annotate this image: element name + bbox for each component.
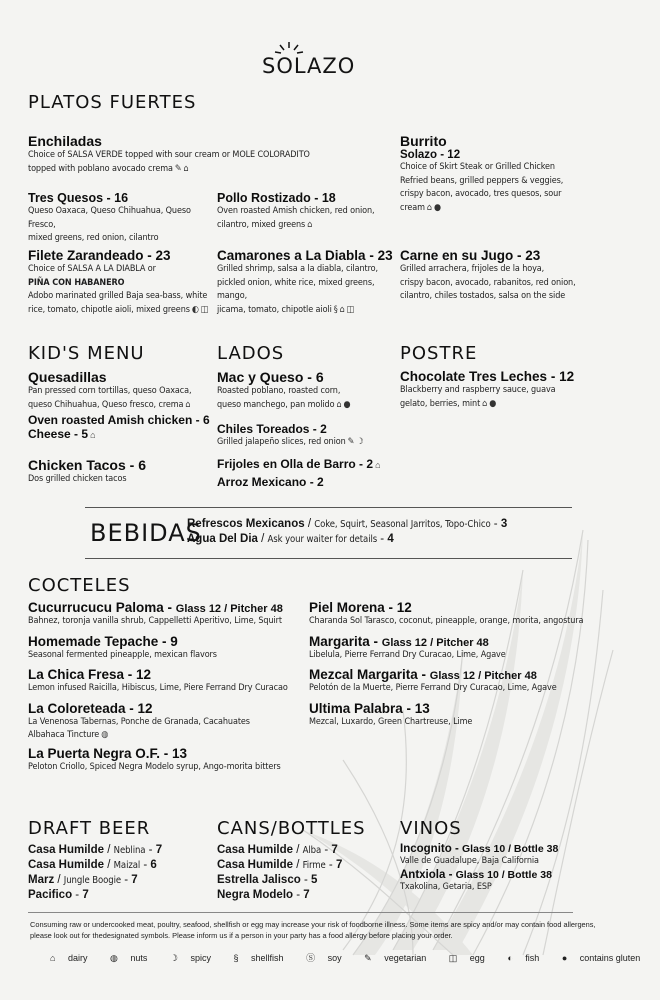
- menu-item-chicken-tacos: Chicken Tacos - 6 Dos grilled chicken tacos: [28, 457, 218, 487]
- section-title-bebidas: BEBIDAS: [90, 519, 202, 547]
- soy-icon: Ⓢ: [306, 953, 316, 963]
- logo: [258, 42, 356, 82]
- item-name: Arroz Mexicano: [217, 475, 307, 489]
- menu-item-carne: Carne en su Jugo - 23 Grilled arrachera, frijoles de la hoya, crispy bacon, avocado, rabanitos, red onion, cilantro, chiles tostados, salsa on the side: [400, 248, 580, 304]
- item-desc: cilantro, mixed greens: [217, 219, 306, 230]
- item-name: Chicken Tacos: [28, 457, 126, 473]
- menu-item-camarones: Camarones a La Diabla - 23 Grilled shrimp, salsa a la diabla, cilantro, pickled onion, white rice, mixed greens, mango, jicama, tomato, chipotle aioli § ⌂ ◫: [217, 248, 402, 317]
- menu-item-tres-quesos: Tres Quesos - 16 Queso Oaxaca, Queso Chihuahua, Queso Fresco, mixed greens, red onion, cilantro: [28, 191, 218, 246]
- item-desc: Ask your waiter for details: [267, 534, 378, 545]
- gluten-icon: ●: [561, 953, 568, 963]
- item-name: Piel Morena: [309, 600, 385, 615]
- item-price: 9: [170, 633, 178, 649]
- egg-icon: ◫: [346, 304, 355, 315]
- item-style: Jungle Boogie: [63, 875, 122, 886]
- item-price: 12: [137, 700, 153, 716]
- legend-soy: [306, 953, 352, 963]
- legend-fish: [507, 953, 549, 963]
- item-desc: Pelotón de la Muerte, Pierre Ferrand Dry Curacao, Lime, Agave: [309, 683, 557, 693]
- item-price: Glass 10 / Bottle 38: [455, 868, 552, 881]
- fish-icon: ◐: [507, 953, 513, 963]
- dairy-icon: ⌂: [90, 430, 96, 440]
- item-name: Casa Humilde: [28, 859, 105, 871]
- item-desc: La Venenosa Tabernas, Ponche de Granada, Cacahuates: [28, 716, 250, 727]
- section-title-cocteles: COCTELES: [28, 575, 131, 596]
- section-title-cans: CANS/BOTTLES: [217, 818, 366, 839]
- shellfish-icon: §: [333, 304, 338, 315]
- dairy-icon: ⌂: [375, 460, 381, 470]
- item-price: 7: [331, 844, 338, 856]
- item-name: Refrescos Mexicanos: [187, 518, 305, 530]
- dairy-icon: ⌂: [336, 399, 342, 410]
- cocktail-item: La Chica Fresa - 12 Lemon infused Raicilla, Hibiscus, Lime, Piere Ferrand Dry Curacao: [28, 667, 303, 696]
- dairy-icon: ⌂: [426, 202, 432, 213]
- item-desc: Roasted poblano, roasted corn,: [217, 386, 341, 396]
- legend-spicy: [170, 953, 221, 963]
- section-title-lados: LADOS: [217, 343, 285, 364]
- cocktail-item: Homemade Tepache - 9 Seasonal fermented pineapple, mexican flavors: [28, 634, 303, 663]
- item-desc: Grilled arrachera, frijoles de la hoya,: [400, 264, 545, 274]
- section-title-kids: KID'S MENU: [28, 343, 145, 364]
- item-price: 16: [114, 191, 129, 205]
- dairy-icon: ⌂: [307, 219, 313, 230]
- nuts-icon: ◍: [101, 730, 109, 740]
- item-desc: crispy bacon, avocado, rabanitos, red onion,: [400, 277, 576, 288]
- item-desc: rice, tomato, chipotle aioli, mixed greens: [28, 304, 190, 315]
- gluten-icon: ●: [489, 398, 497, 409]
- item-price: 6: [138, 457, 147, 473]
- item-price: 23: [377, 248, 393, 263]
- section-title-vinos: VINOS: [400, 818, 462, 839]
- item-name: Estrella Jalisco: [217, 874, 301, 886]
- menu-item-quesadillas: Quesadillas Pan pressed corn tortillas, queso Oaxaca, queso Chihuahua, Queso fresco, crema ⌂ Oven roasted Amish chicken - 6 Cheese - 5 ⌂: [28, 369, 218, 441]
- menu-item-enchiladas: [28, 133, 388, 176]
- legend-label: fish: [525, 953, 540, 963]
- legend-label: egg: [469, 953, 485, 963]
- item-price: 23: [155, 248, 171, 263]
- beer-item: Estrella Jalisco - 5: [217, 874, 318, 886]
- item-style: Neblina: [113, 845, 146, 856]
- menu-item-filete: Filete Zarandeado - 23 Choice of SALSA A LA DIABLA or PIÑA CON HABANERO Adobo marinated grilled Baja sea-bass, white rice, tomato, chipotle aioli, mixed greens ◐ ◫: [28, 248, 218, 317]
- item-name: Mezcal Margarita: [309, 667, 418, 682]
- item-price: Glass 10 / Bottle 38: [461, 843, 559, 855]
- item-name: Cheese: [28, 427, 71, 441]
- item-name: Margarita: [309, 633, 370, 649]
- item-name: Filete Zarandeado: [28, 248, 144, 263]
- item-desc: gelato, berries, mint: [400, 398, 481, 409]
- legend-label: contains gluten: [579, 953, 641, 963]
- nuts-icon: ◍: [109, 953, 118, 963]
- item-price: Glass 12 / Pitcher 48: [381, 636, 489, 649]
- item-price: 4: [387, 533, 394, 545]
- dairy-icon: ⌂: [482, 398, 488, 409]
- drink-agua: Agua Del Dia / Ask your waiter for details - 4: [187, 533, 394, 545]
- item-desc: Choice of SALSA A LA DIABLA or: [28, 264, 156, 274]
- item-price: 12: [136, 667, 152, 682]
- item-desc: Oven roasted Amish chicken, red onion,: [217, 206, 375, 216]
- item-name: La Coloreteada: [28, 700, 126, 716]
- cocktail-item: Ultima Palabra - 13 Mezcal, Luxardo, Green Chartreuse, Lime: [309, 701, 584, 730]
- beer-item: Marz / Jungle Boogie - 7: [28, 874, 138, 886]
- logo-text: SOLAZO: [262, 54, 356, 78]
- legend-vegetarian: [364, 953, 436, 963]
- menu-item-chocolate: Chocolate Tres Leches - 12 Blackberry and raspberry sauce, guava gelato, berries, mint ⌂ ●: [400, 369, 590, 411]
- item-name: Enchiladas: [28, 133, 102, 149]
- menu-item-arroz: Arroz Mexicano - 2: [217, 475, 324, 489]
- item-desc: Txakolina, Getaria, ESP: [400, 881, 492, 892]
- dairy-icon: ⌂: [183, 163, 189, 174]
- item-price: 5: [81, 427, 89, 441]
- dairy-icon: ⌂: [339, 304, 345, 315]
- beer-item: Pacifico - 7: [28, 889, 89, 901]
- item-price: 12: [447, 149, 461, 161]
- item-price: Glass 12 / Pitcher 48: [175, 603, 283, 615]
- item-desc: Albahaca Tincture: [28, 730, 100, 740]
- beer-item: Casa Humilde / Firme - 7: [217, 859, 343, 871]
- item-name: Casa Humilde: [217, 859, 294, 871]
- item-name: La Puerta Negra O.F.: [28, 745, 161, 761]
- item-desc: cilantro, chiles tostados, salsa on the side: [400, 291, 566, 301]
- wine-item: Incognito - Glass 10 / Bottle 38 Valle de Guadalupe, Baja California: [400, 843, 590, 869]
- item-price: 12: [559, 369, 575, 384]
- wine-list: [400, 843, 590, 894]
- egg-icon: ◫: [448, 953, 458, 963]
- legend-gluten: [562, 953, 651, 963]
- shellfish-icon: §: [233, 953, 239, 963]
- gluten-icon: ●: [343, 399, 351, 410]
- item-name: Antxiola: [400, 868, 446, 881]
- item-price: 7: [82, 889, 89, 901]
- legend-label: vegetarian: [384, 953, 427, 963]
- item-price: 3: [500, 518, 508, 530]
- item-desc: queso Chihuahua, Queso fresco, crema: [28, 399, 184, 410]
- item-name: Marz: [28, 874, 55, 886]
- item-name: Cucurrucucu Paloma: [28, 600, 164, 615]
- item-price: 7: [303, 889, 310, 901]
- beer-item: Casa Humilde / Alba - 7: [217, 844, 338, 856]
- item-desc: Choice of Skirt Steak or Grilled Chicken: [400, 162, 555, 172]
- menu-item-chiles: Chiles Toreados - 2 Grilled jalapeño slices, red onion ✎ ☽: [217, 422, 402, 450]
- item-style: Alba: [302, 845, 322, 856]
- item-desc: jicama, tomato, chipotle aioli: [217, 304, 332, 315]
- item-desc: Choice of SALSA VERDE topped with sour cream or MOLE COLORADITO: [28, 150, 310, 160]
- item-desc: Charanda Sol Tarasco, coconut, pineapple, orange, morita, angostura: [309, 616, 584, 626]
- item-style: Maizal: [113, 860, 141, 871]
- item-name: Casa Humilde: [217, 844, 294, 856]
- cocktails-right: [309, 600, 584, 729]
- allergen-notice: [30, 919, 596, 941]
- menu-item-frijoles: Frijoles en Olla de Barro - 2 ⌂: [217, 457, 381, 471]
- item-price: 6: [315, 369, 324, 385]
- item-desc: Seasonal fermented pineapple, mexican flavors: [28, 649, 217, 660]
- item-style: Firme: [302, 860, 326, 871]
- item-price: 6: [202, 413, 210, 427]
- divider: [28, 912, 573, 913]
- item-desc: Refried beans, grilled peppers & veggies,: [400, 175, 564, 186]
- item-name: La Chica Fresa: [28, 667, 125, 682]
- legend-egg: [449, 953, 495, 963]
- dairy-icon: ⌂: [50, 953, 56, 963]
- item-desc: Grilled jalapeño slices, red onion: [217, 437, 346, 447]
- vegetarian-icon: ✎: [174, 163, 182, 174]
- cocktail-item: Cucurrucucu Paloma - Glass 12 / Pitcher 48 Bahnez, toronja vanilla shrub, Cappelletti Aperitivo, Lime, Squirt: [28, 600, 303, 629]
- item-price: 2: [366, 457, 374, 471]
- item-price: 6: [150, 859, 157, 871]
- legend-label: dairy: [67, 953, 88, 963]
- legend-label: soy: [327, 953, 342, 963]
- item-desc: Blackberry and raspberry sauce, guava: [400, 385, 556, 395]
- vegetarian-icon: ✎: [347, 437, 355, 447]
- item-desc: queso manchego, pan molido: [217, 399, 335, 410]
- cocktail-item: Mezcal Margarita - Glass 12 / Pitcher 48 Pelotón de la Muerte, Pierre Ferrand Dry Curacao, Lime, Agave: [309, 667, 584, 696]
- item-desc: Grilled shrimp, salsa a la diabla, cilantro,: [217, 264, 378, 274]
- item-desc: pickled onion, white rice, mixed greens, mango,: [217, 277, 375, 301]
- symbol-legend: [50, 951, 660, 964]
- spicy-icon: ☽: [169, 953, 178, 963]
- item-name: Pollo Rostizado: [217, 191, 311, 205]
- item-name: Negra Modelo: [217, 889, 294, 901]
- drink-refrescos: Refrescos Mexicanos / Coke, Squirt, Seasonal Jarritos, Topo-Chico - 3: [187, 518, 508, 530]
- item-price: 23: [525, 248, 541, 263]
- section-title-platos: PLATOS FUERTES: [28, 92, 197, 113]
- item-desc: Valle de Guadalupe, Baja California: [400, 856, 539, 866]
- item-desc: Dos grilled chicken tacos: [28, 474, 127, 484]
- menu-item-mac: Mac y Queso - 6 Roasted poblano, roasted corn, queso manchego, pan molido ⌂ ●: [217, 369, 402, 412]
- beer-item: Casa Humilde / Maizal - 6: [28, 859, 157, 871]
- beer-item: Negra Modelo - 7: [217, 889, 310, 901]
- menu-item-pollo: Pollo Rostizado - 18 Oven roasted Amish chicken, red onion, cilantro, mixed greens ⌂: [217, 191, 397, 232]
- item-price: 5: [310, 874, 318, 886]
- menu-item-burrito: Burrito Solazo - 12 Choice of Skirt Steak or Grilled Chicken Refried beans, grilled peppers & veggies, crispy bacon, avocado, tres quesos, sour cream ⌂ ●: [400, 133, 580, 215]
- item-name: Homemade Tepache: [28, 633, 159, 649]
- item-name: Burrito: [400, 133, 447, 149]
- divider: [85, 507, 572, 508]
- item-desc: Adobo marinated grilled Baja sea-bass, white: [28, 291, 208, 301]
- item-name: Ultima Palabra: [309, 700, 403, 716]
- item-name: Carne en su Jugo: [400, 248, 514, 263]
- item-price: 7: [155, 844, 163, 856]
- vegetarian-icon: ✎: [364, 953, 372, 963]
- cocktails-left: [28, 600, 303, 774]
- item-name: Camarones a La Diabla: [217, 248, 366, 263]
- cocktail-item: La Puerta Negra O.F. - 13 Peloton Criollo, Spiced Negra Modelo syrup, Ango-morita bitters: [28, 746, 303, 775]
- item-price: 12: [396, 600, 412, 615]
- item-price: Glass 12 / Pitcher 48: [429, 670, 537, 682]
- fish-icon: ◐: [191, 304, 199, 315]
- divider: [85, 558, 572, 559]
- item-desc: Lemon infused Raicilla, Hibiscus, Lime, Piere Ferrand Dry Curacao: [28, 683, 288, 693]
- item-name: Pacifico: [28, 889, 73, 901]
- cocktail-item: Margarita - Glass 12 / Pitcher 48 Libelula, Pierre Ferrand Dry Curacao, Lime, Agave: [309, 634, 584, 663]
- item-name: Frijoles en Olla de Barro: [217, 457, 356, 471]
- item-desc: Coke, Squirt, Seasonal Jarritos, Topo-Chico: [314, 519, 491, 530]
- legend-label: shellfish: [251, 953, 284, 963]
- section-title-postre: POSTRE: [400, 343, 478, 364]
- cans-list: [217, 843, 342, 903]
- item-price: 13: [414, 700, 430, 716]
- item-desc: Pan pressed corn tortillas, queso Oaxaca,: [28, 386, 192, 396]
- item-price: 2: [320, 422, 327, 436]
- item-name: Agua Del Dia: [187, 533, 258, 545]
- notice-line: Consuming raw or undercooked meat, poultry, seafood, shellfish or egg may increase your risk of foodborne illness. Some items are spicy and/or may contain food allergens,: [30, 920, 596, 929]
- item-desc: mixed greens, red onion, cilantro: [28, 233, 159, 243]
- legend-label: spicy: [190, 953, 211, 963]
- spicy-icon: ☽: [356, 437, 364, 447]
- item-desc: topped with poblano avocado crema: [28, 163, 173, 174]
- item-name: Casa Humilde: [28, 844, 105, 856]
- item-desc: crispy bacon, avocado, tres quesos, sour: [400, 189, 562, 199]
- cocktail-item: La Coloreteada - 12 La Venenosa Tabernas, Ponche de Granada, Cacahuates Albahaca Tincture ◍: [28, 701, 303, 743]
- section-title-draft: DRAFT BEER: [28, 818, 151, 839]
- legend-label: nuts: [130, 953, 148, 963]
- legend-dairy: [50, 953, 97, 963]
- item-desc: Bahnez, toronja vanilla shrub, Cappelletti Aperitivo, Lime, Squirt: [28, 616, 282, 626]
- draft-list: [28, 843, 162, 903]
- item-desc: PIÑA CON HABANERO: [28, 277, 125, 288]
- item-desc: cream: [400, 202, 425, 213]
- item-price: 7: [335, 859, 343, 871]
- cocktail-item: Piel Morena - 12 Charanda Sol Tarasco, coconut, pineapple, orange, morita, angostura: [309, 600, 584, 629]
- item-desc: Mezcal, Luxardo, Green Chartreuse, Lime: [309, 716, 473, 727]
- beer-item: Casa Humilde / Neblina - 7: [28, 844, 163, 856]
- item-price: 18: [321, 191, 336, 205]
- dairy-icon: ⌂: [185, 399, 191, 410]
- item-price: 13: [172, 745, 188, 761]
- notice-line: please look out for thedesignated symbols. Please inform us if a person in your party has a food allergy before placing your order.: [30, 931, 453, 940]
- gluten-icon: ●: [433, 202, 441, 213]
- item-price: 7: [131, 874, 138, 886]
- item-name: Chiles Toreados: [217, 422, 310, 436]
- item-name: Incognito: [400, 843, 452, 855]
- item-desc: Queso Oaxaca, Queso Chihuahua, Queso Fresco,: [28, 206, 191, 230]
- item-desc: Libelula, Pierre Ferrand Dry Curacao, Lime, Agave: [309, 649, 506, 660]
- item-name: Tres Quesos: [28, 191, 104, 205]
- wine-item: Antxiola - Glass 10 / Bottle 38 Txakolina, Getaria, ESP: [400, 869, 590, 895]
- egg-icon: ◫: [200, 304, 209, 315]
- legend-shellfish: [234, 953, 294, 963]
- item-sub: Solazo: [400, 149, 438, 161]
- item-desc: Peloton Criollo, Spiced Negra Modelo syrup, Ango-morita bitters: [28, 761, 281, 772]
- item-name: Oven roasted Amish chicken: [28, 413, 193, 427]
- item-name: Quesadillas: [28, 369, 107, 385]
- legend-nuts: [110, 953, 157, 963]
- item-price: 2: [317, 475, 324, 489]
- item-name: Mac y Queso: [217, 369, 304, 385]
- item-name: Chocolate Tres Leches: [400, 369, 548, 384]
